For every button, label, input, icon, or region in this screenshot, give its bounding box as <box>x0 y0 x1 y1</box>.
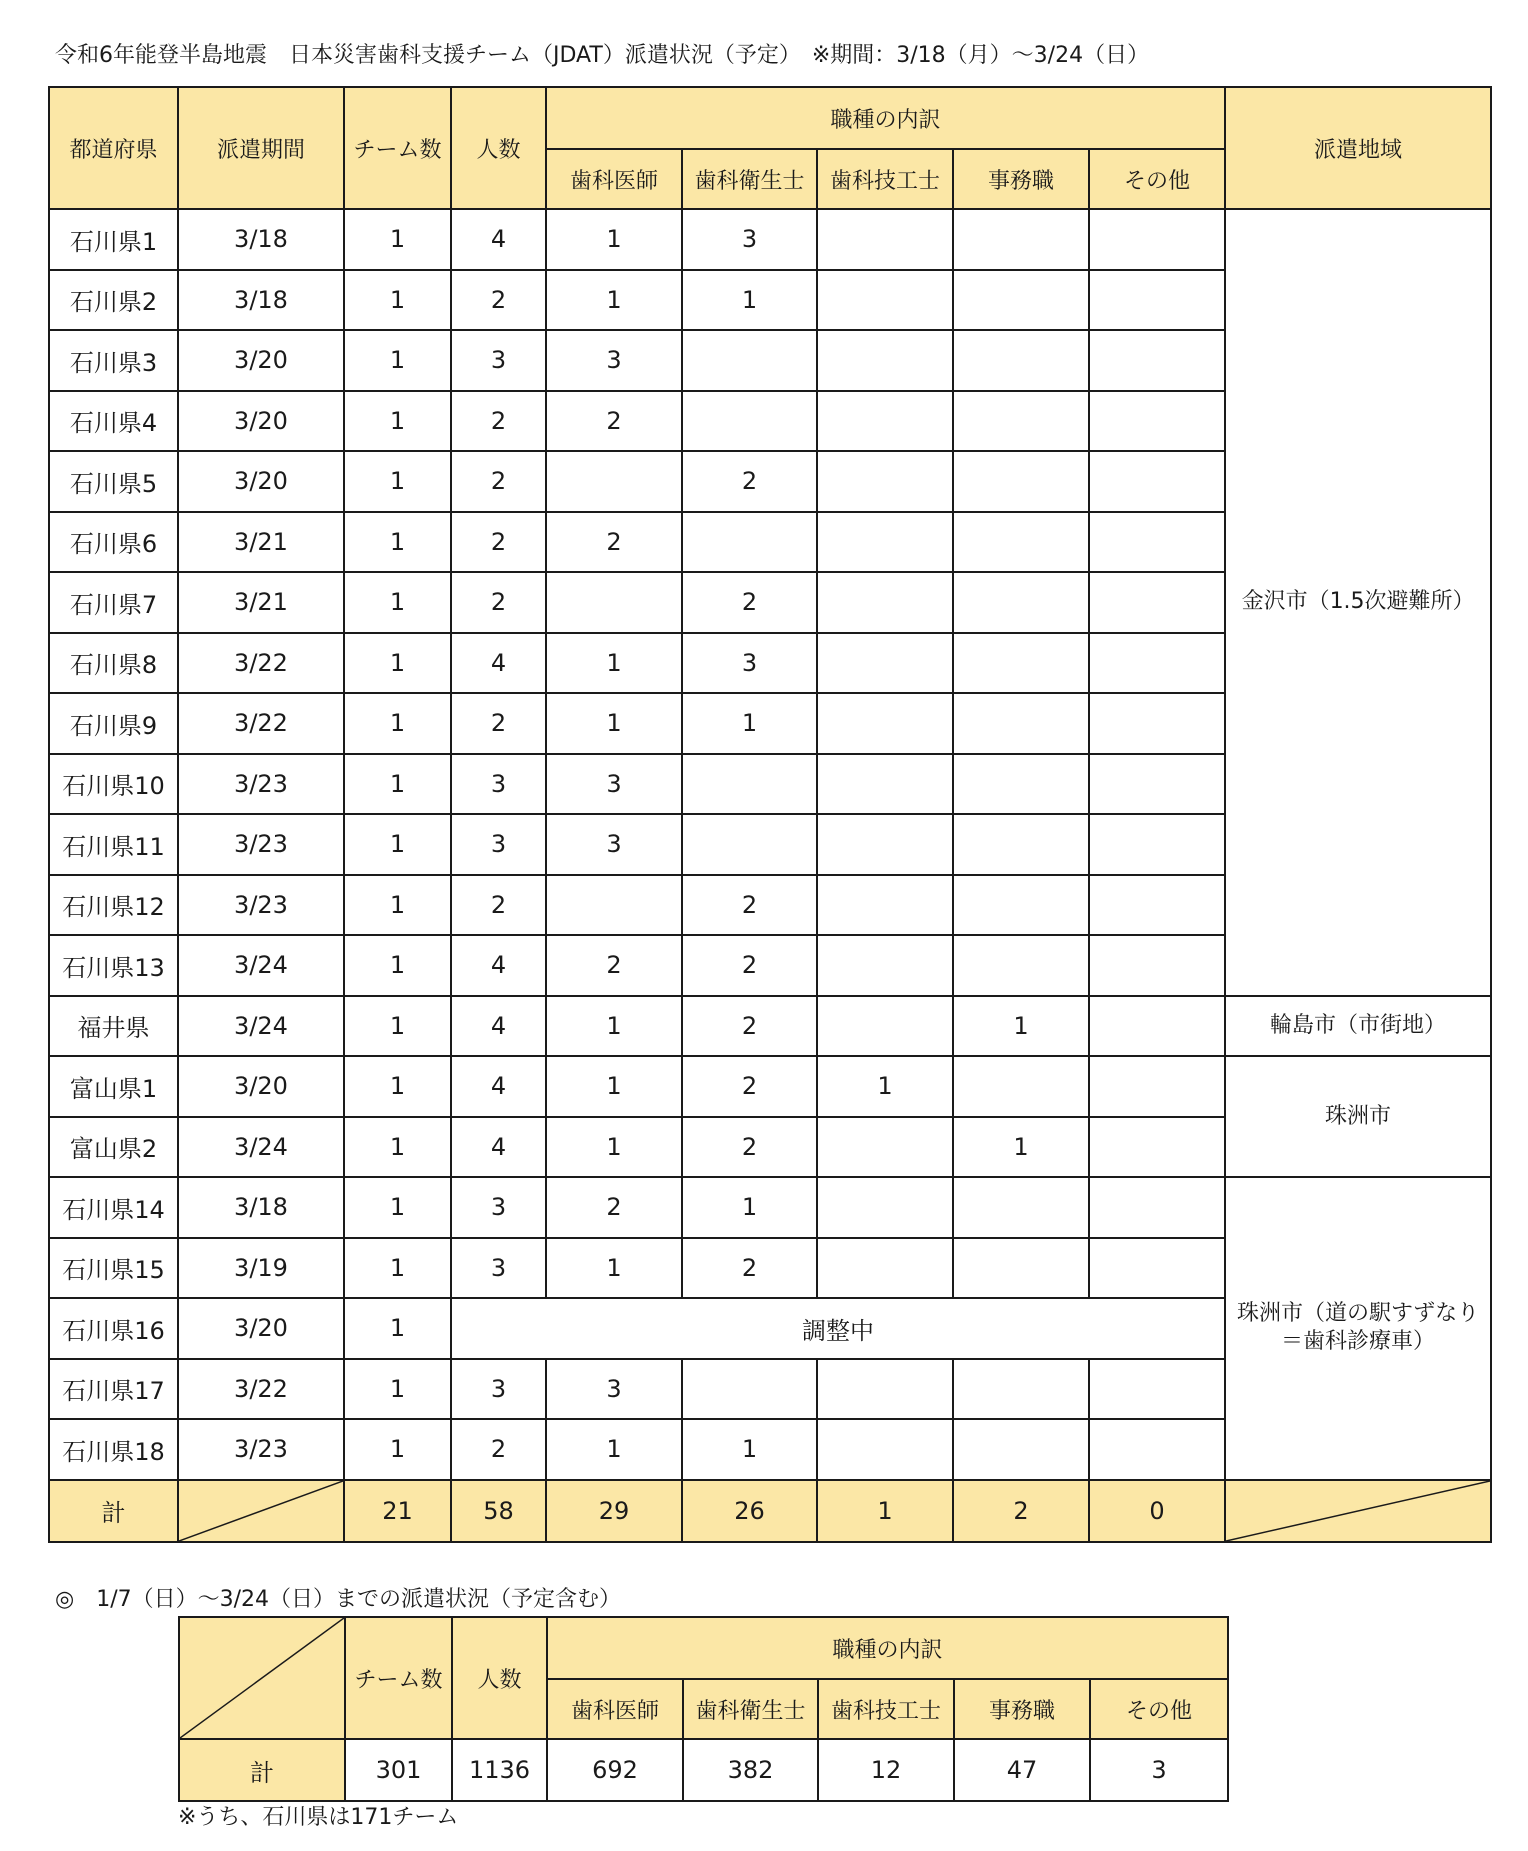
cell-people: 3 <box>451 814 546 875</box>
cell-prefecture: 石川県16 <box>49 1298 178 1359</box>
cell-period: 3/23 <box>178 1419 344 1480</box>
cell-clerical <box>953 754 1089 815</box>
cell-people: 2 <box>451 391 546 452</box>
cell-prefecture: 富山県2 <box>49 1117 178 1178</box>
cell-people: 4 <box>451 633 546 694</box>
cell-technician <box>817 1177 953 1238</box>
cell-people: 3 <box>451 1177 546 1238</box>
cell-hygienist: 1 <box>682 693 817 754</box>
cell-people: 2 <box>451 1419 546 1480</box>
cell-dentist: 3 <box>546 1359 682 1420</box>
cell-technician <box>817 633 953 694</box>
diagonal-line <box>179 1481 343 1541</box>
cell-people: 2 <box>451 572 546 633</box>
col-breakdown: 職種の内訳 <box>547 1617 1228 1679</box>
cell-period: 3/24 <box>178 996 344 1057</box>
cell-technician <box>817 512 953 573</box>
cell-period: 3/22 <box>178 693 344 754</box>
cell-teams: 1 <box>344 1238 451 1299</box>
col-technician: 歯科技工士 <box>818 1679 954 1739</box>
cell-prefecture: 石川県10 <box>49 754 178 815</box>
cell-other <box>1089 1177 1225 1238</box>
cell-technician <box>817 391 953 452</box>
cell-technician: 1 <box>817 1056 953 1117</box>
cell-other <box>1089 572 1225 633</box>
col-other: その他 <box>1090 1679 1228 1739</box>
summary-total-label: 計 <box>179 1739 345 1801</box>
cell-dentist <box>546 451 682 512</box>
cell-other <box>1089 391 1225 452</box>
table-row <box>49 209 1491 270</box>
cell-clerical: 1 <box>953 996 1089 1057</box>
cell-clerical <box>953 875 1089 936</box>
cell-dentist: 3 <box>546 814 682 875</box>
cell-teams: 1 <box>344 693 451 754</box>
cell-prefecture: 石川県9 <box>49 693 178 754</box>
region-suzu-station <box>1225 1177 1491 1480</box>
cell-dentist: 2 <box>546 512 682 573</box>
cell-prefecture: 石川県3 <box>49 330 178 391</box>
cell-other <box>1089 875 1225 936</box>
col-people: 人数 <box>451 87 546 209</box>
cell-people: 4 <box>451 1117 546 1178</box>
cell-clerical <box>953 451 1089 512</box>
cell-other <box>1089 935 1225 996</box>
cell-dentist: 1 <box>546 209 682 270</box>
total-teams: 21 <box>344 1480 451 1542</box>
document-title: 令和6年能登半島地震 日本災害歯科支援チーム（JDAT）派遣状況（予定） ※期間：3/18（月）～3/24（日） <box>55 43 1150 68</box>
cell-period: 3/22 <box>178 633 344 694</box>
cell-prefecture: 富山県1 <box>49 1056 178 1117</box>
cell-technician <box>817 935 953 996</box>
total-row <box>49 1480 1491 1542</box>
cell-period: 3/20 <box>178 1056 344 1117</box>
col-hygienist: 歯科衛生士 <box>683 1679 818 1739</box>
total-people: 58 <box>451 1480 546 1542</box>
cell-clerical <box>953 1177 1089 1238</box>
cell-clerical <box>953 935 1089 996</box>
cell-technician <box>817 814 953 875</box>
cell-period: 3/22 <box>178 1359 344 1420</box>
cell-period: 3/20 <box>178 451 344 512</box>
total-clerical: 2 <box>953 1480 1089 1542</box>
cell-clerical <box>953 693 1089 754</box>
cell-other <box>1089 693 1225 754</box>
cell-period: 3/20 <box>178 1298 344 1359</box>
cell-teams: 1 <box>344 270 451 331</box>
cell-other <box>1089 1056 1225 1117</box>
cell-teams: 1 <box>344 1117 451 1178</box>
cell-technician <box>817 875 953 936</box>
cell-teams: 1 <box>344 512 451 573</box>
cell-teams: 1 <box>344 935 451 996</box>
col-hygienist: 歯科衛生士 <box>682 149 817 209</box>
cell-teams: 1 <box>344 451 451 512</box>
cell-hygienist: 1 <box>682 1419 817 1480</box>
cell-people: 3 <box>451 1238 546 1299</box>
cell-clerical <box>953 512 1089 573</box>
cell-people: 2 <box>451 693 546 754</box>
diagonal-cell <box>178 1480 344 1542</box>
summary-clerical: 47 <box>954 1739 1090 1801</box>
cell-other <box>1089 1117 1225 1178</box>
cell-prefecture: 石川県17 <box>49 1359 178 1420</box>
cell-dentist: 2 <box>546 1177 682 1238</box>
cell-other <box>1089 451 1225 512</box>
cell-teams: 1 <box>344 330 451 391</box>
cell-prefecture: 石川県13 <box>49 935 178 996</box>
cell-hygienist <box>682 814 817 875</box>
cell-dentist: 1 <box>546 633 682 694</box>
col-period: 派遣期間 <box>178 87 344 209</box>
cell-people: 4 <box>451 209 546 270</box>
col-dentist: 歯科医師 <box>546 149 682 209</box>
cell-dentist: 3 <box>546 754 682 815</box>
cell-period: 3/21 <box>178 512 344 573</box>
cell-dentist: 1 <box>546 270 682 331</box>
total-other: 0 <box>1089 1480 1225 1542</box>
cell-hygienist: 2 <box>682 1117 817 1178</box>
cell-dentist: 1 <box>546 1419 682 1480</box>
cell-teams: 1 <box>344 1298 451 1359</box>
cell-clerical <box>953 633 1089 694</box>
cell-other <box>1089 996 1225 1057</box>
cell-hygienist <box>682 330 817 391</box>
cell-prefecture: 石川県6 <box>49 512 178 573</box>
cell-teams: 1 <box>344 1177 451 1238</box>
cell-technician <box>817 1419 953 1480</box>
cell-technician <box>817 572 953 633</box>
total-label: 計 <box>49 1480 178 1542</box>
total-hygienist: 26 <box>682 1480 817 1542</box>
cell-teams: 1 <box>344 754 451 815</box>
cell-dentist: 1 <box>546 1056 682 1117</box>
cell-other <box>1089 814 1225 875</box>
cell-people: 4 <box>451 1056 546 1117</box>
cell-dentist <box>546 572 682 633</box>
col-clerical: 事務職 <box>954 1679 1090 1739</box>
col-other: その他 <box>1089 149 1225 209</box>
cell-other <box>1089 209 1225 270</box>
summary-hygienist: 382 <box>683 1739 818 1801</box>
cell-teams: 1 <box>344 572 451 633</box>
cell-prefecture: 石川県2 <box>49 270 178 331</box>
cell-teams: 1 <box>344 1056 451 1117</box>
cell-hygienist: 1 <box>682 270 817 331</box>
cell-clerical <box>953 391 1089 452</box>
cell-other <box>1089 633 1225 694</box>
cell-hygienist: 1 <box>682 1177 817 1238</box>
total-technician: 1 <box>817 1480 953 1542</box>
cell-hygienist: 2 <box>682 996 817 1057</box>
table-row <box>49 1177 1491 1238</box>
col-prefecture: 都道府県 <box>49 87 178 209</box>
cell-other <box>1089 1419 1225 1480</box>
cell-period: 3/18 <box>178 209 344 270</box>
cell-status-adjusting: 調整中 <box>451 1298 1225 1359</box>
cell-technician <box>817 209 953 270</box>
cell-people: 4 <box>451 935 546 996</box>
cell-other <box>1089 754 1225 815</box>
cell-technician <box>817 1359 953 1420</box>
cell-people: 4 <box>451 996 546 1057</box>
cell-clerical <box>953 1359 1089 1420</box>
cell-period: 3/20 <box>178 330 344 391</box>
cell-technician <box>817 451 953 512</box>
cell-clerical <box>953 1238 1089 1299</box>
cell-teams: 1 <box>344 633 451 694</box>
cell-prefecture: 石川県12 <box>49 875 178 936</box>
cell-dentist <box>546 875 682 936</box>
cell-clerical <box>953 330 1089 391</box>
summary-technician: 12 <box>818 1739 954 1801</box>
cell-technician <box>817 270 953 331</box>
cell-technician <box>817 754 953 815</box>
cell-hygienist: 2 <box>682 1056 817 1117</box>
cell-clerical <box>953 1419 1089 1480</box>
cell-other <box>1089 512 1225 573</box>
summary-people: 1136 <box>452 1739 547 1801</box>
col-clerical: 事務職 <box>953 149 1089 209</box>
diagonal-cell <box>1225 1480 1491 1542</box>
cell-period: 3/20 <box>178 391 344 452</box>
cell-prefecture: 石川県4 <box>49 391 178 452</box>
region-suzu-station-line1: 珠洲市（道の駅すずなり <box>1236 1301 1480 1327</box>
cell-teams: 1 <box>344 209 451 270</box>
cell-hygienist: 2 <box>682 875 817 936</box>
cell-dentist: 1 <box>546 1238 682 1299</box>
cell-period: 3/23 <box>178 814 344 875</box>
cell-technician <box>817 1117 953 1178</box>
cell-technician <box>817 330 953 391</box>
cell-period: 3/23 <box>178 875 344 936</box>
cell-clerical <box>953 814 1089 875</box>
summary-note: ※うち、石川県は171チーム <box>178 1805 459 1830</box>
cell-clerical <box>953 572 1089 633</box>
table-row <box>49 1056 1491 1117</box>
cell-hygienist: 2 <box>682 572 817 633</box>
cell-period: 3/18 <box>178 270 344 331</box>
cell-dentist: 2 <box>546 935 682 996</box>
cell-prefecture: 石川県14 <box>49 1177 178 1238</box>
cell-clerical: 1 <box>953 1117 1089 1178</box>
cell-hygienist: 2 <box>682 935 817 996</box>
cell-prefecture: 石川県8 <box>49 633 178 694</box>
cell-clerical <box>953 270 1089 331</box>
cell-hygienist: 2 <box>682 1238 817 1299</box>
cell-dentist: 3 <box>546 330 682 391</box>
cell-teams: 1 <box>344 875 451 936</box>
cell-people: 3 <box>451 1359 546 1420</box>
summary-other: 3 <box>1090 1739 1228 1801</box>
cell-dentist: 1 <box>546 996 682 1057</box>
cell-hygienist: 2 <box>682 451 817 512</box>
col-teams: チーム数 <box>344 87 451 209</box>
cell-people: 2 <box>451 270 546 331</box>
table-row <box>49 996 1491 1057</box>
cell-period: 3/18 <box>178 1177 344 1238</box>
col-technician: 歯科技工士 <box>817 149 953 209</box>
cell-prefecture: 石川県15 <box>49 1238 178 1299</box>
cell-teams: 1 <box>344 391 451 452</box>
cell-prefecture: 福井県 <box>49 996 178 1057</box>
cell-other <box>1089 1238 1225 1299</box>
summary-heading: ◎ 1/7（日）～3/24（日）までの派遣状況（予定含む） <box>55 1587 622 1612</box>
dispatch-table <box>48 86 1492 1543</box>
cell-people: 2 <box>451 512 546 573</box>
cell-period: 3/21 <box>178 572 344 633</box>
summary-total-row <box>179 1739 1228 1801</box>
cell-period: 3/24 <box>178 1117 344 1178</box>
diagonal-cell <box>179 1617 345 1739</box>
diagonal-line <box>180 1618 344 1738</box>
cell-hygienist: 3 <box>682 209 817 270</box>
cell-dentist: 2 <box>546 391 682 452</box>
summary-teams: 301 <box>345 1739 452 1801</box>
region-suzu: 珠洲市 <box>1225 1056 1491 1177</box>
summary-table <box>178 1616 1229 1802</box>
cell-hygienist: 3 <box>682 633 817 694</box>
cell-other <box>1089 270 1225 331</box>
col-teams: チーム数 <box>345 1617 452 1739</box>
region-suzu-station-line2: ＝歯科診療車） <box>1281 1329 1436 1355</box>
cell-technician <box>817 996 953 1057</box>
cell-period: 3/23 <box>178 754 344 815</box>
region-kanazawa: 金沢市（1.5次避難所） <box>1225 209 1491 996</box>
cell-prefecture: 石川県18 <box>49 1419 178 1480</box>
cell-people: 3 <box>451 330 546 391</box>
cell-technician <box>817 693 953 754</box>
col-people: 人数 <box>452 1617 547 1739</box>
cell-clerical <box>953 209 1089 270</box>
cell-prefecture: 石川県7 <box>49 572 178 633</box>
cell-period: 3/19 <box>178 1238 344 1299</box>
cell-teams: 1 <box>344 814 451 875</box>
col-region: 派遣地域 <box>1225 87 1491 209</box>
diagonal-line <box>1226 1481 1490 1541</box>
cell-hygienist <box>682 512 817 573</box>
col-breakdown: 職種の内訳 <box>546 87 1225 149</box>
cell-people: 2 <box>451 875 546 936</box>
cell-period: 3/24 <box>178 935 344 996</box>
cell-prefecture: 石川県5 <box>49 451 178 512</box>
cell-dentist: 1 <box>546 693 682 754</box>
cell-prefecture: 石川県11 <box>49 814 178 875</box>
cell-other <box>1089 330 1225 391</box>
cell-people: 3 <box>451 754 546 815</box>
cell-dentist: 1 <box>546 1117 682 1178</box>
cell-hygienist <box>682 1359 817 1420</box>
cell-teams: 1 <box>344 996 451 1057</box>
summary-dentist: 692 <box>547 1739 683 1801</box>
cell-technician <box>817 1238 953 1299</box>
total-dentist: 29 <box>546 1480 682 1542</box>
cell-teams: 1 <box>344 1419 451 1480</box>
cell-clerical <box>953 1056 1089 1117</box>
region-wajima: 輪島市（市街地） <box>1225 996 1491 1057</box>
cell-people: 2 <box>451 451 546 512</box>
cell-hygienist <box>682 391 817 452</box>
cell-other <box>1089 1359 1225 1420</box>
cell-prefecture: 石川県1 <box>49 209 178 270</box>
cell-hygienist <box>682 754 817 815</box>
col-dentist: 歯科医師 <box>547 1679 683 1739</box>
cell-teams: 1 <box>344 1359 451 1420</box>
